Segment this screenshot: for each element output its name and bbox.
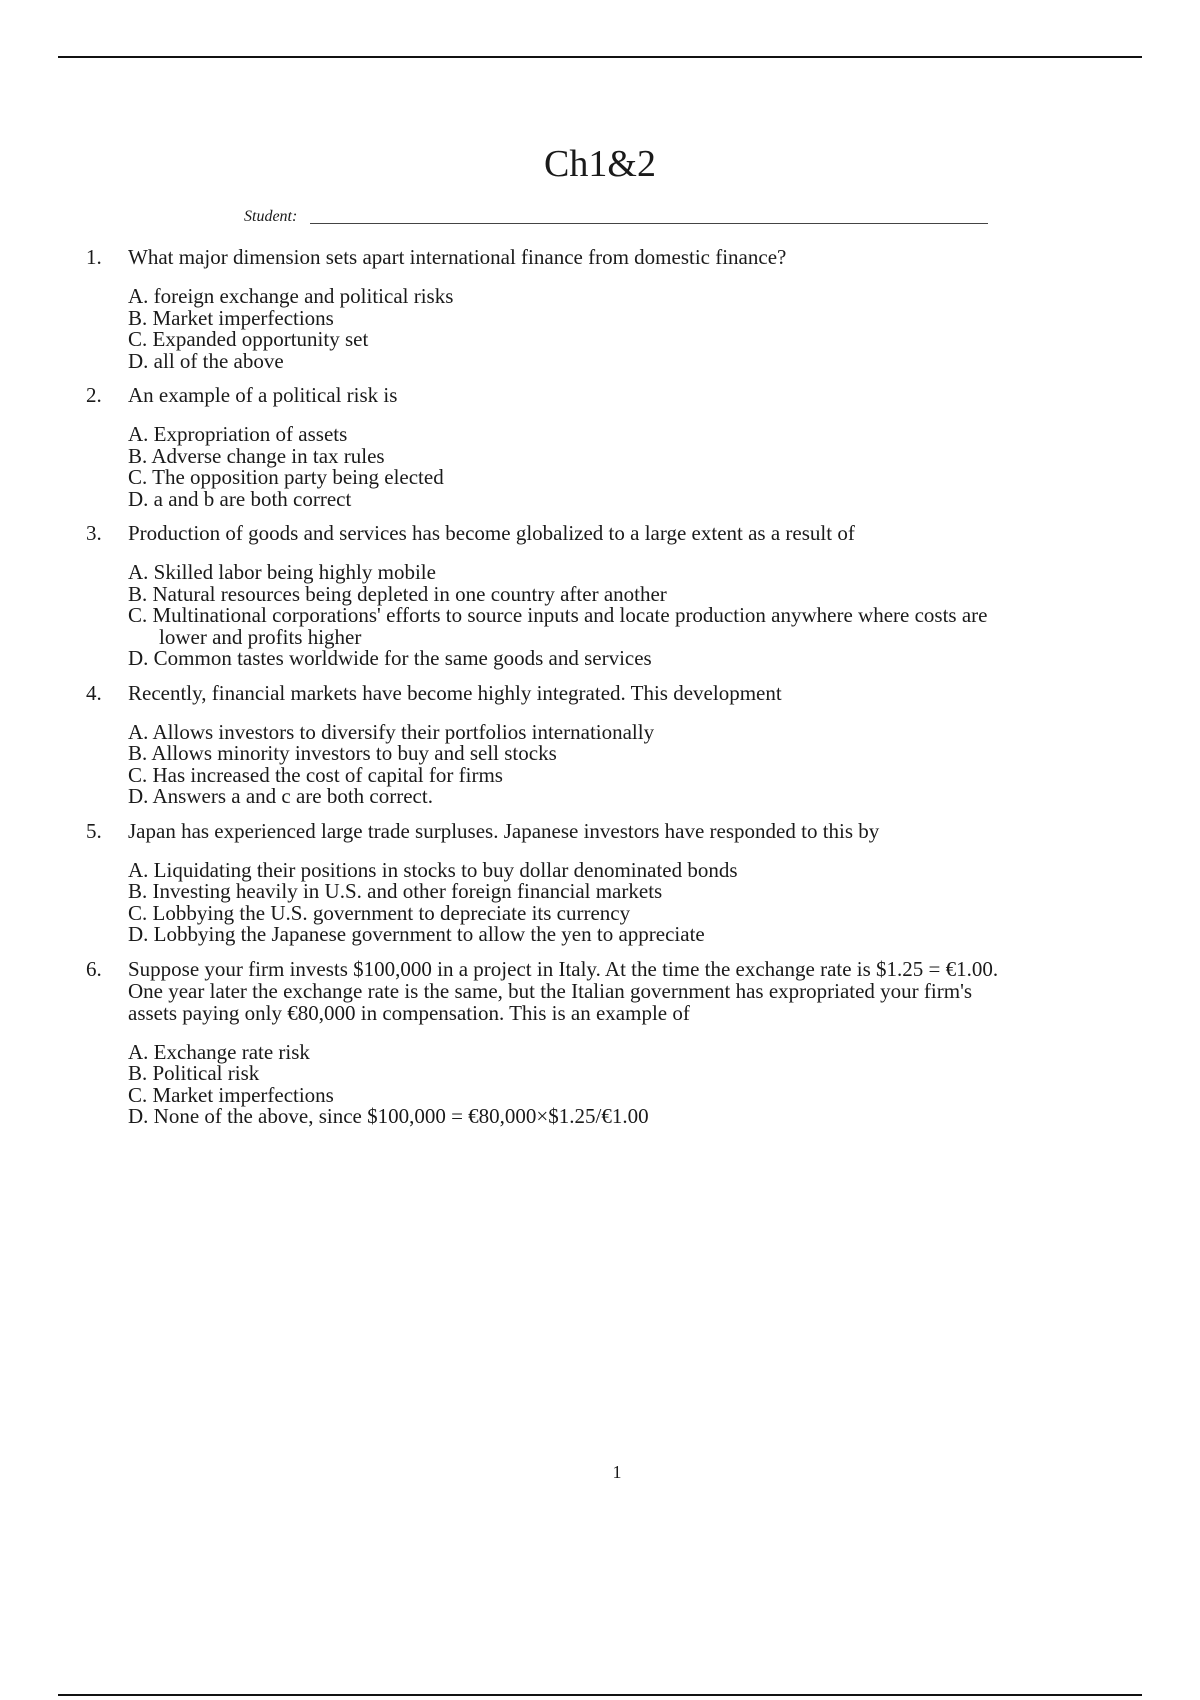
option-b: B. Allows minority investors to buy and sell stocks xyxy=(128,741,557,765)
option-a: A. foreign exchange and political risks xyxy=(128,284,454,308)
option-list xyxy=(128,1039,1146,1128)
question-3 xyxy=(86,520,1146,670)
question-number: 6. xyxy=(86,956,102,981)
question-text-line: One year later the exchange rate is the same, but the Italian government has expropriated your firm's xyxy=(128,978,973,1003)
question-text: Recently, financial markets have become highly integrated. This development xyxy=(128,680,782,705)
option-d: D. None of the above, since $100,000 = €80,000×$1.25/€1.00 xyxy=(128,1104,649,1128)
question-text: Production of goods and services has become globalized to a large extent as a result of xyxy=(128,521,855,545)
option-d: D. Common tastes worldwide for the same goods and services xyxy=(128,646,652,670)
question-text: An example of a political risk is xyxy=(128,383,398,407)
option-c: C. Expanded opportunity set xyxy=(128,327,369,351)
option-a: A. Liquidating their positions in stocks to buy dollar denominated bonds xyxy=(128,857,738,882)
option-d: D. all of the above xyxy=(128,348,284,373)
option-c: C. Has increased the cost of capital for firms xyxy=(128,762,503,787)
question-list xyxy=(86,244,1146,1138)
option-b: B. Natural resources being depleted in one country after another xyxy=(128,581,667,606)
question-2 xyxy=(86,382,1146,510)
option-c: C. Market imperfections xyxy=(128,1082,334,1107)
option-list xyxy=(128,424,1146,510)
option-d: D. Lobbying the Japanese government to allow the yen to appreciate xyxy=(128,922,705,946)
option-b: B. Investing heavily in U.S. and other foreign financial markets xyxy=(128,879,663,903)
question-number: 1. xyxy=(86,245,102,269)
option-list xyxy=(128,562,1146,670)
bottom-rule xyxy=(58,1694,1142,1696)
option-c-continuation: lower and profits higher xyxy=(159,624,362,649)
question-text xyxy=(128,956,1146,1024)
question-number: 3. xyxy=(86,521,102,545)
option-list xyxy=(128,719,1146,808)
page-title: Ch1&2 xyxy=(544,143,656,185)
option-b: B. Market imperfections xyxy=(128,305,334,330)
option-c: C. The opposition party being elected xyxy=(128,465,444,489)
question-number: 4. xyxy=(86,680,102,705)
question-text-line: Suppose your firm invests $100,000 in a project in Italy. At the time the exchange rate is $1.25 = €1.00. xyxy=(128,956,999,981)
option-a: A. Skilled labor being highly mobile xyxy=(128,560,436,584)
question-6 xyxy=(86,956,1146,1128)
question-text-line: assets paying only €80,000 in compensation. This is an example of xyxy=(128,1000,690,1025)
question-text: What major dimension sets apart international finance from domestic finance? xyxy=(128,245,787,269)
question-text: Japan has experienced large trade surpluses. Japanese investors have responded to this by xyxy=(128,818,880,843)
option-d: D. a and b are both correct xyxy=(128,486,352,511)
option-a: A. Allows investors to diversify their portfolios internationally xyxy=(128,719,655,744)
question-4 xyxy=(86,680,1146,808)
question-number: 2. xyxy=(86,383,102,407)
option-a: A. Exchange rate risk xyxy=(128,1039,310,1064)
option-d: D. Answers a and c are both correct. xyxy=(128,784,433,808)
question-5 xyxy=(86,818,1146,946)
top-rule xyxy=(58,56,1142,58)
question-1 xyxy=(86,244,1146,372)
option-c: C. Multinational corporations' efforts to source inputs and locate production anywhere where costs are xyxy=(128,603,988,627)
option-b: B. Political risk xyxy=(128,1061,260,1085)
option-list xyxy=(128,286,1146,372)
student-label: Student: xyxy=(244,208,298,225)
option-c: C. Lobbying the U.S. government to depreciate its currency xyxy=(128,900,631,925)
question-number: 5. xyxy=(86,818,102,843)
option-b: B. Adverse change in tax rules xyxy=(128,443,385,468)
option-a: A. Expropriation of assets xyxy=(128,422,348,446)
option-list xyxy=(128,857,1146,946)
page-number: 1 xyxy=(612,1462,622,1482)
student-name-line xyxy=(310,223,988,224)
